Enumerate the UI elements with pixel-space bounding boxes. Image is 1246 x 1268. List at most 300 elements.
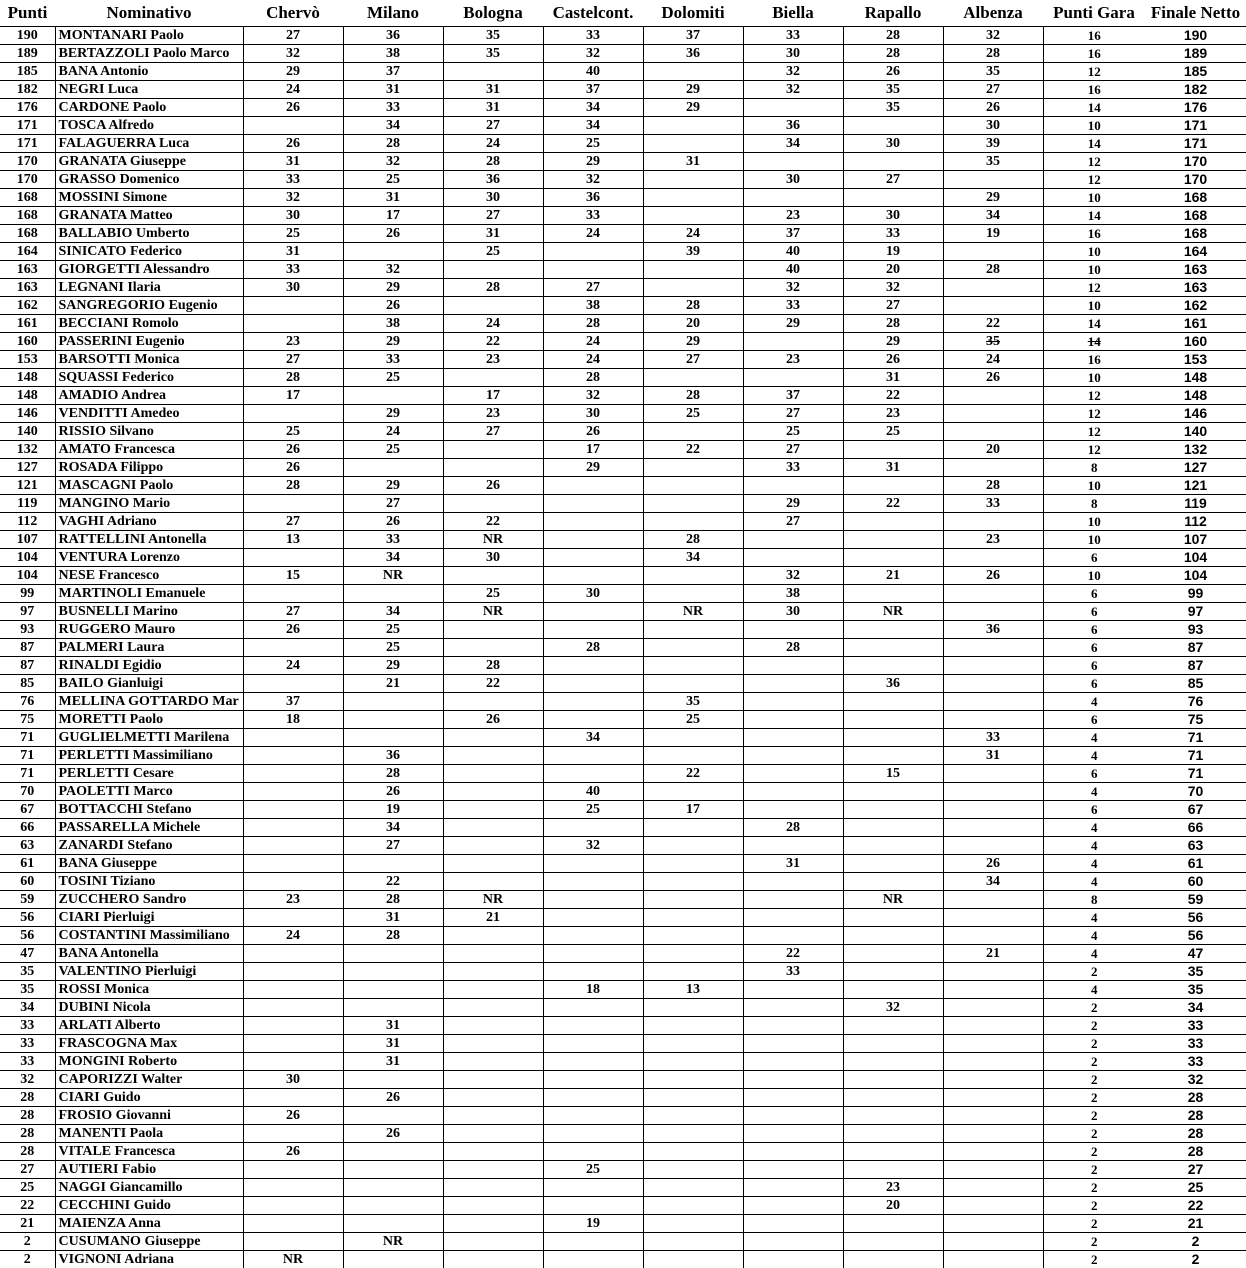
cell-nominativo: GUGLIELMETTI Marilena <box>55 729 243 747</box>
cell-nominativo: MANENTI Paola <box>55 1125 243 1143</box>
cell-rapallo: 36 <box>843 675 943 693</box>
cell-rapallo <box>843 1251 943 1268</box>
cell-dolomiti <box>643 171 743 189</box>
cell-albenza: 36 <box>943 621 1043 639</box>
table-row <box>0 441 1246 459</box>
cell-punti: 71 <box>0 747 55 765</box>
cell-bologna: 27 <box>443 207 543 225</box>
cell-bologna <box>443 495 543 513</box>
cell-milano: 31 <box>343 909 443 927</box>
cell-rapallo: 26 <box>843 63 943 81</box>
cell-finale-netto: 35 <box>1145 963 1246 981</box>
table-row <box>0 1143 1246 1161</box>
cell-finale-netto: 71 <box>1145 729 1246 747</box>
cell-biella <box>743 1251 843 1268</box>
cell-finale-netto: 56 <box>1145 927 1246 945</box>
cell-biella <box>743 1233 843 1251</box>
cell-bologna <box>443 1017 543 1035</box>
cell-nominativo: GRANATA Giuseppe <box>55 153 243 171</box>
cell-finale-netto: 66 <box>1145 819 1246 837</box>
cell-rapallo <box>843 117 943 135</box>
cell-albenza: 35 <box>943 333 1043 351</box>
cell-chervo <box>243 963 343 981</box>
cell-biella <box>743 675 843 693</box>
cell-castelcont <box>543 1089 643 1107</box>
table-row <box>0 477 1246 495</box>
cell-milano: 33 <box>343 99 443 117</box>
cell-finale-netto: 76 <box>1145 693 1246 711</box>
cell-nominativo: VALENTINO Pierluigi <box>55 963 243 981</box>
cell-chervo: 30 <box>243 1071 343 1089</box>
cell-rapallo <box>843 513 943 531</box>
table-row <box>0 495 1246 513</box>
cell-bologna <box>443 621 543 639</box>
cell-rapallo: 27 <box>843 297 943 315</box>
cell-finale-netto: 28 <box>1145 1125 1246 1143</box>
cell-chervo <box>243 765 343 783</box>
table-row <box>0 513 1246 531</box>
cell-milano: 34 <box>343 549 443 567</box>
cell-punti: 104 <box>0 567 55 585</box>
cell-biella: 27 <box>743 405 843 423</box>
cell-dolomiti <box>643 783 743 801</box>
cell-finale-netto: 176 <box>1145 99 1246 117</box>
cell-chervo <box>243 747 343 765</box>
cell-finale-netto: 153 <box>1145 351 1246 369</box>
cell-finale-netto: 33 <box>1145 1017 1246 1035</box>
cell-biella <box>743 1161 843 1179</box>
table-row <box>0 783 1246 801</box>
table-row <box>0 81 1246 99</box>
cell-chervo: 32 <box>243 189 343 207</box>
cell-biella <box>743 999 843 1017</box>
cell-bologna <box>443 1233 543 1251</box>
cell-bologna <box>443 369 543 387</box>
cell-rapallo: 33 <box>843 225 943 243</box>
cell-dolomiti <box>643 819 743 837</box>
cell-castelcont: 33 <box>543 27 643 45</box>
cell-nominativo: ZUCCHERO Sandro <box>55 891 243 909</box>
cell-chervo <box>243 783 343 801</box>
cell-rapallo: 30 <box>843 135 943 153</box>
cell-bologna <box>443 783 543 801</box>
table-row <box>0 639 1246 657</box>
table-row <box>0 873 1246 891</box>
cell-punti-gara: 4 <box>1043 909 1145 927</box>
cell-rapallo <box>843 1071 943 1089</box>
cell-castelcont: 33 <box>543 207 643 225</box>
cell-rapallo <box>843 153 943 171</box>
table-row <box>0 99 1246 117</box>
cell-nominativo: BANA Antonio <box>55 63 243 81</box>
cell-dolomiti: 24 <box>643 225 743 243</box>
table-row <box>0 351 1246 369</box>
cell-punti-gara: 4 <box>1043 693 1145 711</box>
cell-dolomiti: 29 <box>643 81 743 99</box>
cell-finale-netto: 104 <box>1145 567 1246 585</box>
cell-rapallo <box>843 1233 943 1251</box>
cell-milano <box>343 693 443 711</box>
cell-albenza <box>943 657 1043 675</box>
cell-biella <box>743 1053 843 1071</box>
cell-nominativo: NESE Francesco <box>55 567 243 585</box>
cell-bologna: 25 <box>443 243 543 261</box>
cell-punti-gara: 14 <box>1043 135 1145 153</box>
cell-dolomiti <box>643 63 743 81</box>
cell-milano: 28 <box>343 891 443 909</box>
cell-punti-gara: 2 <box>1043 1089 1145 1107</box>
cell-rapallo <box>843 189 943 207</box>
cell-milano: 26 <box>343 513 443 531</box>
cell-milano: 36 <box>343 27 443 45</box>
cell-nominativo: ROSSI Monica <box>55 981 243 999</box>
cell-chervo: 25 <box>243 423 343 441</box>
cell-punti-gara: 16 <box>1043 27 1145 45</box>
cell-nominativo: BUSNELLI Marino <box>55 603 243 621</box>
table-row <box>0 243 1246 261</box>
cell-chervo: 30 <box>243 207 343 225</box>
cell-punti: 2 <box>0 1233 55 1251</box>
cell-chervo <box>243 981 343 999</box>
cell-chervo <box>243 819 343 837</box>
cell-nominativo: AUTIERI Fabio <box>55 1161 243 1179</box>
cell-finale-netto: 2 <box>1145 1251 1246 1268</box>
cell-punti-gara: 8 <box>1043 459 1145 477</box>
cell-castelcont <box>543 711 643 729</box>
table-row <box>0 603 1246 621</box>
cell-nominativo: LEGNANI Ilaria <box>55 279 243 297</box>
cell-nominativo: CAPORIZZI Walter <box>55 1071 243 1089</box>
cell-finale-netto: 87 <box>1145 639 1246 657</box>
cell-milano: 38 <box>343 45 443 63</box>
cell-nominativo: COSTANTINI Massimiliano <box>55 927 243 945</box>
cell-albenza <box>943 549 1043 567</box>
cell-bologna <box>443 1053 543 1071</box>
cell-punti-gara: 6 <box>1043 549 1145 567</box>
cell-punti-gara: 4 <box>1043 837 1145 855</box>
cell-milano: 38 <box>343 315 443 333</box>
cell-punti-gara: 12 <box>1043 441 1145 459</box>
cell-milano: 29 <box>343 405 443 423</box>
cell-milano: 21 <box>343 675 443 693</box>
cell-finale-netto: 27 <box>1145 1161 1246 1179</box>
cell-chervo: 33 <box>243 171 343 189</box>
header-finale-netto: Finale Netto <box>1145 0 1246 27</box>
cell-biella <box>743 891 843 909</box>
table-row <box>0 1233 1246 1251</box>
cell-biella <box>743 657 843 675</box>
table-row <box>0 963 1246 981</box>
cell-albenza <box>943 675 1043 693</box>
cell-dolomiti <box>643 423 743 441</box>
cell-castelcont <box>543 765 643 783</box>
cell-albenza: 33 <box>943 729 1043 747</box>
cell-nominativo: CIARI Guido <box>55 1089 243 1107</box>
cell-rapallo <box>843 621 943 639</box>
cell-biella: 40 <box>743 261 843 279</box>
cell-chervo: 28 <box>243 369 343 387</box>
cell-bologna <box>443 1251 543 1268</box>
cell-finale-netto: 67 <box>1145 801 1246 819</box>
cell-milano: 34 <box>343 603 443 621</box>
cell-punti: 185 <box>0 63 55 81</box>
cell-albenza <box>943 963 1043 981</box>
table-row <box>0 369 1246 387</box>
cell-rapallo: 23 <box>843 1179 943 1197</box>
cell-bologna <box>443 1071 543 1089</box>
cell-punti: 112 <box>0 513 55 531</box>
cell-punti: 33 <box>0 1017 55 1035</box>
cell-chervo <box>243 999 343 1017</box>
cell-punti-gara: 4 <box>1043 945 1145 963</box>
cell-albenza <box>943 297 1043 315</box>
cell-milano: 31 <box>343 1053 443 1071</box>
cell-castelcont: 28 <box>543 369 643 387</box>
table-row <box>0 27 1246 45</box>
cell-finale-netto: 140 <box>1145 423 1246 441</box>
cell-milano: 22 <box>343 873 443 891</box>
cell-finale-netto: 99 <box>1145 585 1246 603</box>
cell-nominativo: BAILO Gianluigi <box>55 675 243 693</box>
cell-punti: 66 <box>0 819 55 837</box>
cell-dolomiti <box>643 675 743 693</box>
cell-punti: 47 <box>0 945 55 963</box>
cell-punti: 189 <box>0 45 55 63</box>
cell-castelcont: 28 <box>543 639 643 657</box>
cell-rapallo <box>843 981 943 999</box>
cell-finale-netto: 28 <box>1145 1107 1246 1125</box>
cell-biella <box>743 765 843 783</box>
cell-dolomiti <box>643 459 743 477</box>
cell-punti-gara: 4 <box>1043 819 1145 837</box>
cell-biella <box>743 99 843 117</box>
cell-punti: 35 <box>0 981 55 999</box>
cell-milano: 25 <box>343 369 443 387</box>
table-row <box>0 189 1246 207</box>
cell-dolomiti: 22 <box>643 765 743 783</box>
cell-albenza: 26 <box>943 369 1043 387</box>
cell-punti-gara: 14 <box>1043 315 1145 333</box>
cell-nominativo: MANGINO Mario <box>55 495 243 513</box>
cell-bologna <box>443 981 543 999</box>
cell-albenza <box>943 801 1043 819</box>
cell-punti-gara: 2 <box>1043 1215 1145 1233</box>
cell-chervo: 26 <box>243 1143 343 1161</box>
cell-biella <box>743 873 843 891</box>
cell-biella: 29 <box>743 315 843 333</box>
cell-nominativo: MELLINA GOTTARDO Mar <box>55 693 243 711</box>
cell-chervo <box>243 1035 343 1053</box>
cell-biella: 33 <box>743 459 843 477</box>
cell-nominativo: PERLETTI Massimiliano <box>55 747 243 765</box>
cell-albenza <box>943 927 1043 945</box>
cell-albenza: 27 <box>943 81 1043 99</box>
cell-bologna: NR <box>443 531 543 549</box>
cell-bologna <box>443 819 543 837</box>
cell-milano: 32 <box>343 261 443 279</box>
cell-rapallo: 25 <box>843 423 943 441</box>
cell-castelcont: 19 <box>543 1215 643 1233</box>
cell-albenza <box>943 1107 1043 1125</box>
table-row <box>0 1251 1246 1268</box>
cell-bologna: 36 <box>443 171 543 189</box>
cell-milano <box>343 459 443 477</box>
cell-rapallo: 22 <box>843 495 943 513</box>
cell-biella: 33 <box>743 27 843 45</box>
cell-finale-netto: 182 <box>1145 81 1246 99</box>
cell-finale-netto: 97 <box>1145 603 1246 621</box>
cell-albenza: 32 <box>943 27 1043 45</box>
cell-punti-gara: 4 <box>1043 855 1145 873</box>
cell-castelcont: 32 <box>543 387 643 405</box>
cell-castelcont <box>543 531 643 549</box>
cell-chervo <box>243 315 343 333</box>
cell-rapallo: 22 <box>843 387 943 405</box>
cell-finale-netto: 148 <box>1145 369 1246 387</box>
cell-chervo: 26 <box>243 135 343 153</box>
cell-castelcont: 24 <box>543 225 643 243</box>
cell-punti: 153 <box>0 351 55 369</box>
cell-rapallo <box>843 747 943 765</box>
cell-albenza: 29 <box>943 189 1043 207</box>
cell-punti-gara: 10 <box>1043 117 1145 135</box>
table-row <box>0 567 1246 585</box>
cell-dolomiti <box>643 1017 743 1035</box>
cell-finale-netto: 47 <box>1145 945 1246 963</box>
cell-rapallo <box>843 855 943 873</box>
cell-castelcont <box>543 819 643 837</box>
cell-bologna: 23 <box>443 405 543 423</box>
cell-bologna: 28 <box>443 279 543 297</box>
table-row <box>0 387 1246 405</box>
cell-punti: 119 <box>0 495 55 513</box>
cell-castelcont: 40 <box>543 63 643 81</box>
cell-bologna <box>443 1161 543 1179</box>
cell-bologna <box>443 1197 543 1215</box>
cell-dolomiti <box>643 1161 743 1179</box>
cell-nominativo: GIORGETTI Alessandro <box>55 261 243 279</box>
cell-rapallo <box>843 819 943 837</box>
cell-dolomiti: 22 <box>643 441 743 459</box>
table-row <box>0 891 1246 909</box>
cell-castelcont: 34 <box>543 99 643 117</box>
cell-milano: 26 <box>343 297 443 315</box>
cell-biella <box>743 909 843 927</box>
cell-albenza <box>943 1125 1043 1143</box>
cell-nominativo: VITALE Francesca <box>55 1143 243 1161</box>
cell-bologna <box>443 1035 543 1053</box>
table-row <box>0 909 1246 927</box>
cell-biella <box>743 981 843 999</box>
cell-dolomiti <box>643 1197 743 1215</box>
cell-punti-gara: 12 <box>1043 153 1145 171</box>
cell-chervo: 23 <box>243 891 343 909</box>
cell-milano <box>343 999 443 1017</box>
cell-dolomiti <box>643 729 743 747</box>
cell-punti-gara: 6 <box>1043 639 1145 657</box>
cell-biella <box>743 549 843 567</box>
cell-punti-gara: 10 <box>1043 189 1145 207</box>
cell-milano <box>343 243 443 261</box>
cell-chervo: 26 <box>243 99 343 117</box>
cell-milano: 31 <box>343 1035 443 1053</box>
cell-biella <box>743 1197 843 1215</box>
cell-nominativo: NEGRI Luca <box>55 81 243 99</box>
cell-chervo: 32 <box>243 45 343 63</box>
cell-punti-gara: 14 <box>1043 99 1145 117</box>
cell-punti-gara: 2 <box>1043 1233 1145 1251</box>
cell-castelcont: 27 <box>543 279 643 297</box>
cell-castelcont: 32 <box>543 45 643 63</box>
table-row <box>0 801 1246 819</box>
cell-dolomiti <box>643 747 743 765</box>
cell-albenza <box>943 711 1043 729</box>
cell-nominativo: MARTINOLI Emanuele <box>55 585 243 603</box>
cell-chervo: 24 <box>243 81 343 99</box>
cell-punti-gara: 16 <box>1043 225 1145 243</box>
cell-punti-gara: 4 <box>1043 873 1145 891</box>
cell-nominativo: MASCAGNI Paolo <box>55 477 243 495</box>
cell-dolomiti: 17 <box>643 801 743 819</box>
cell-milano: 33 <box>343 531 443 549</box>
cell-rapallo <box>843 693 943 711</box>
cell-dolomiti <box>643 999 743 1017</box>
cell-nominativo: CARDONE Paolo <box>55 99 243 117</box>
cell-biella <box>743 531 843 549</box>
cell-castelcont <box>543 1035 643 1053</box>
table-row <box>0 135 1246 153</box>
table-row <box>0 315 1246 333</box>
cell-nominativo: RISSIO Silvano <box>55 423 243 441</box>
table-row <box>0 1107 1246 1125</box>
cell-albenza: 35 <box>943 153 1043 171</box>
cell-chervo: 30 <box>243 279 343 297</box>
cell-punti-gara: 16 <box>1043 81 1145 99</box>
cell-rapallo: 19 <box>843 243 943 261</box>
cell-chervo <box>243 1125 343 1143</box>
cell-punti-gara: 10 <box>1043 567 1145 585</box>
cell-milano: 36 <box>343 747 443 765</box>
cell-milano: 26 <box>343 225 443 243</box>
cell-milano: 27 <box>343 495 443 513</box>
cell-bologna: 30 <box>443 189 543 207</box>
cell-punti-gara: 6 <box>1043 621 1145 639</box>
cell-chervo: 17 <box>243 387 343 405</box>
cell-biella: 30 <box>743 171 843 189</box>
cell-biella <box>743 1089 843 1107</box>
cell-dolomiti: 36 <box>643 45 743 63</box>
cell-finale-netto: 171 <box>1145 117 1246 135</box>
cell-albenza: 28 <box>943 45 1043 63</box>
cell-albenza <box>943 1233 1043 1251</box>
cell-albenza <box>943 243 1043 261</box>
cell-bologna <box>443 1125 543 1143</box>
table-row <box>0 1215 1246 1233</box>
cell-milano: 32 <box>343 153 443 171</box>
cell-finale-netto: 93 <box>1145 621 1246 639</box>
cell-nominativo: ZANARDI Stefano <box>55 837 243 855</box>
cell-castelcont <box>543 1251 643 1268</box>
cell-bologna <box>443 855 543 873</box>
table-row <box>0 1053 1246 1071</box>
cell-castelcont: 38 <box>543 297 643 315</box>
cell-chervo <box>243 405 343 423</box>
cell-rapallo: 23 <box>843 405 943 423</box>
cell-bologna <box>443 459 543 477</box>
cell-chervo: 25 <box>243 225 343 243</box>
cell-biella: 31 <box>743 855 843 873</box>
cell-chervo: 27 <box>243 27 343 45</box>
